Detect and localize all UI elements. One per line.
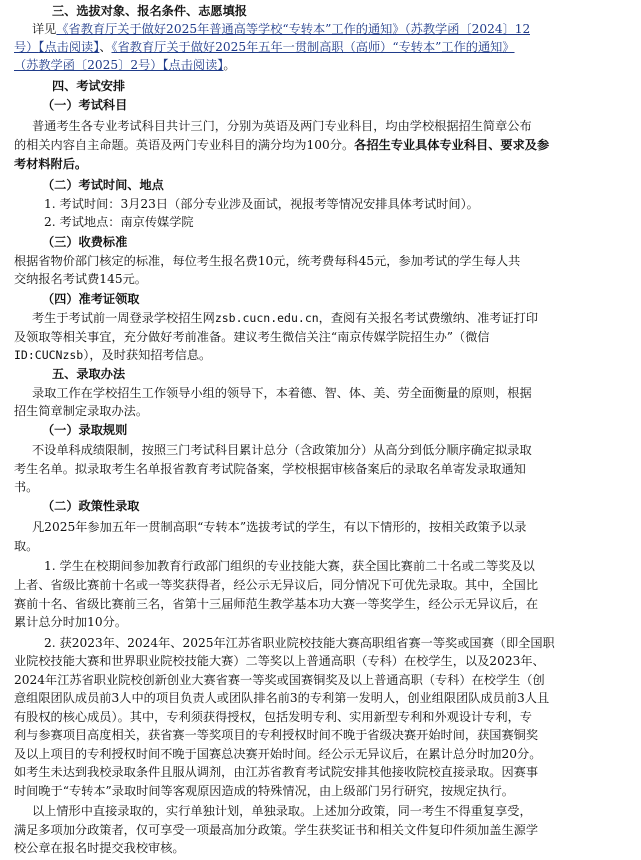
ticket-para-1	[32, 310, 538, 326]
section-3-heading: 三、选拔对象、报名条件、志愿填报	[52, 4, 247, 18]
policy-item-2-line: 时间晚于“专转本”录取时间等客观原因造成的特殊情况，由上级部门另行研究，按规定执行。	[14, 784, 514, 798]
policy-item-2-line: 2. 获2023年、2024年、2025年江苏省职业院校技能大赛高职组省赛一等奖或国赛（即全国职	[44, 636, 555, 650]
policy-item-2-line: 及以上项目的专利授权时间不晚于国赛总决赛开始时间。经公示无异议后，在累计总分时加20分。	[14, 747, 542, 761]
notice-link-2025-end[interactable]: （苏教学函〔2025〕2号）	[14, 58, 163, 72]
ticket-para-2: 及领取等相关事宜，充分做好考前准备。建议考生微信关注“南京传媒学院招生办”（微信	[14, 330, 490, 344]
policy-item-1-line: 累计总分时加10分。	[14, 615, 128, 629]
notice-separator: 、	[99, 40, 112, 54]
subsection-policy-admission-title: （二）政策性录取	[42, 499, 140, 513]
notice-link-2024[interactable]: 《省教育厅关于做好2025年普通高等学校“专转本”工作的通知》（苏教学函〔2024〕12	[56, 22, 531, 36]
policy-closing-line: 校公章在报名时提交我校审核。	[14, 841, 185, 855]
policy-closing-line: 满足多项加分政策者，仅可享受一项最高加分政策。学生获奖证书和相关文件复印件须加盖生源学	[14, 823, 539, 837]
policy-item-2-line: 业院校技能大赛和世界职业院校技能大赛）二等奖以上普通高职（专科）在校学生，以及2023年、	[14, 654, 545, 668]
policy-closing-line: 以上情形中直接录取的，实行单独计划，单独录取。上述加分政策，同一考生不得重复享受，	[32, 804, 532, 818]
admission-para-2: 招生简章制定录取办法。	[14, 404, 149, 418]
policy-item-2-line: 有股权的核心成员）。其中，专利须获得授权，包括发明专利、实用新型专利和外观设计专利，专	[14, 710, 532, 724]
policy-item-2-line: 如考生未达到我校录取条件且服从调剂，由江苏省教育考试院安排其他接收院校直接录取。因赛事	[14, 765, 539, 779]
notice-link-2024-end[interactable]: 号）	[14, 40, 39, 54]
fees-para-2: 交纳报名考试费145元。	[14, 272, 147, 286]
notice-end: 。	[223, 58, 236, 72]
policy-intro-1: 凡2025年参加五年一贯制高职“专转本”选拔考试的学生，有以下情形的，按相关政策予以录	[32, 520, 527, 534]
exam-place-item: 2. 考试地点：南京传媒学院	[44, 215, 194, 229]
policy-item-1-line: 赛前十名、省级比赛前三名，省第十三届师范生教学基本功大赛一等奖学生，经公示无异议后，在	[14, 597, 539, 611]
admissions-website-link[interactable]: zsb.cucn.edu.cn	[214, 311, 319, 325]
read-link-1[interactable]: 【点击阅读】	[38, 40, 100, 54]
subsection-time-place-title: （二）考试时间、地点	[42, 178, 164, 192]
section-5-heading: 五、录取办法	[52, 367, 126, 381]
admission-para-1: 录取工作在学校招生工作领导小组的领导下，本着德、智、体、美、劳全面衡量的原则，根据	[32, 386, 532, 400]
policy-intro-2: 取。	[14, 539, 39, 553]
ticket-text-a: 考生于考试前一周登录学校招生网	[32, 311, 215, 325]
wechat-id: ID:CUCNzsb	[14, 348, 84, 362]
notice-line-1	[32, 21, 530, 37]
exam-subjects-para-3: 考材料附后。	[14, 157, 88, 171]
exam-subjects-bold: 各招生专业具体专业科目、要求及参	[354, 138, 550, 152]
policy-item-2-line: 利与参赛项目高度相关，获省赛一等奖项目的专利授权时间不晚于省级决赛开始时间，获国赛铜奖	[14, 728, 539, 742]
notice-line-3	[14, 57, 236, 73]
exam-subjects-text: 的相关内容自主命题。英语及两门专业科目的满分均为100分。	[14, 138, 355, 152]
notice-line-2	[14, 39, 515, 55]
exam-subjects-para-1: 普通考生各专业考试科目共计三门，分别为英语及两门专业科目，均由学校根据招生简章公布	[32, 119, 532, 133]
subsection-exam-subjects-title: （一）考试科目	[42, 98, 128, 112]
subsection-admission-ticket-title: （四）准考证领取	[42, 292, 140, 306]
ticket-text-c: ），及时获知招考信息。	[83, 348, 212, 362]
rules-para-3: 书。	[14, 480, 39, 494]
notice-link-2025[interactable]: 《省教育厅关于做好2025年五年一贯制高职（高师）“专转本”工作的通知》	[111, 40, 515, 54]
notice-prefix: 详见	[32, 22, 57, 36]
policy-item-2-line: 2024年江苏省职业院校创新创业大赛省赛一等奖或国赛铜奖及以上普通高职（专科）在校学生（创	[14, 673, 545, 687]
fees-para-1: 根据省物价部门核定的标准，每位考生报名费10元，统考费每科45元，参加考试的学生每人共	[14, 254, 521, 268]
rules-para-1: 不设单科成绩限制，按照三门考试科目累计总分（含政策加分）从高分到低分顺序确定拟录取	[32, 443, 532, 457]
subsection-admission-rules-title: （一）录取规则	[42, 423, 128, 437]
exam-time-item: 1. 考试时间：3月23日（部分专业涉及面试，视报考等情况安排具体考试时间）。	[44, 197, 479, 211]
read-link-2[interactable]: 【点击阅读】	[162, 58, 224, 72]
policy-item-2-line: 意组限团队成员前3人中的项目负责人或团队排名前3的专利第一发明人，创业组限团队成员前3人且	[14, 691, 550, 705]
exam-subjects-para-2	[14, 137, 549, 153]
ticket-para-3	[14, 347, 211, 363]
policy-item-1-line: 1. 学生在校期间参加教育行政部门组织的专业技能大赛，获全国比赛前二十名或二等奖及以	[44, 559, 535, 573]
rules-para-2: 考生名单。拟录取考生名单报省教育考试院备案，学校根据审核备案后的录取名单寄发录取通知	[14, 462, 526, 476]
subsection-fees-title: （三）收费标准	[42, 235, 128, 249]
policy-item-1-line: 上者、省级比赛前十名或一等奖获得者，经公示无异议后，同分情况下可优先录取。其中，全国比	[14, 578, 539, 592]
ticket-text-b: ，查阅有关报名考试费缴纳、准考证打印	[318, 311, 539, 325]
section-4-heading: 四、考试安排	[52, 79, 126, 93]
